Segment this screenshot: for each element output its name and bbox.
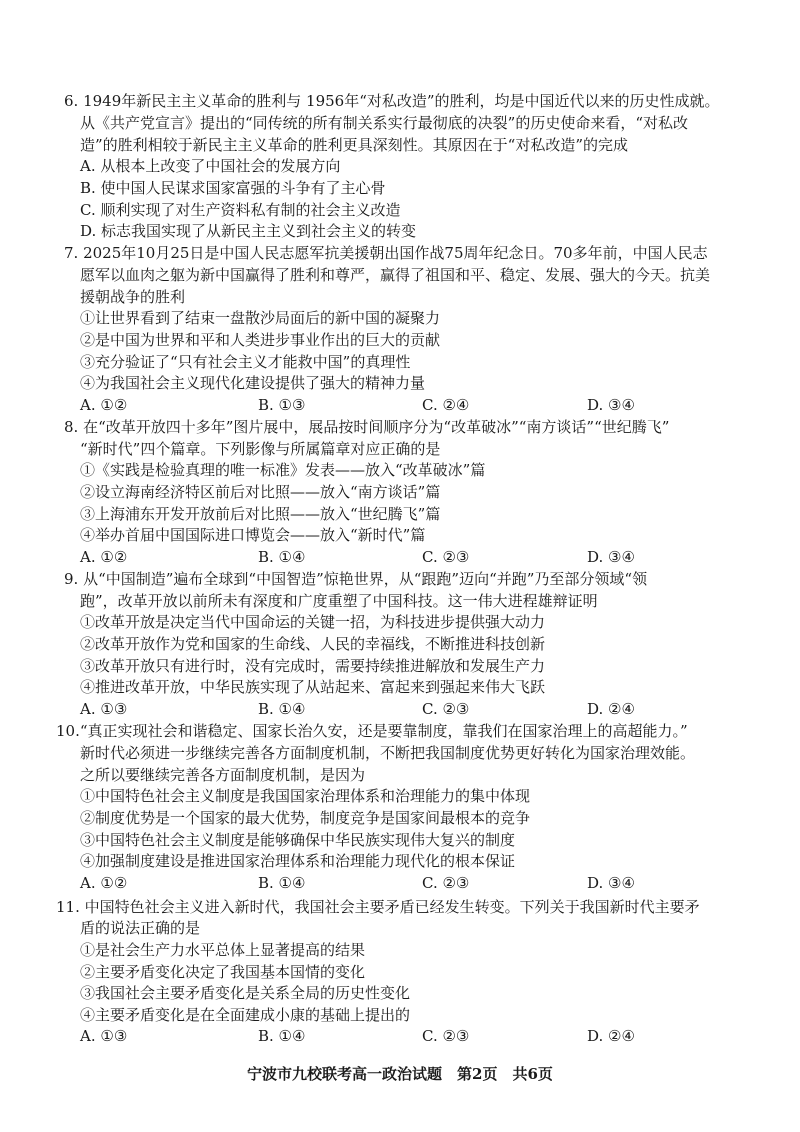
q11-option-c: C. ②③ xyxy=(422,1027,470,1045)
q9-statement-3: ③改革开放只有进行时，没有完成时，需要持续推进解放和发展生产力 xyxy=(80,657,546,675)
q9-option-d: D. ②④ xyxy=(587,700,635,718)
q10-option-b: B. ①④ xyxy=(258,874,306,892)
q8-option-b: B. ①④ xyxy=(258,548,306,566)
q6-choice-d: D. 标志我国实现了从新民主主义到社会主义的转变 xyxy=(80,222,417,240)
q11-statement-4: ④主要矛盾变化是在全面建成小康的基础上提出的 xyxy=(80,1006,411,1024)
q9-line-2: 跑”，改革开放以前所未有深度和广度重塑了中国科技。这一伟大进程雄辩证明 xyxy=(80,592,598,610)
q11-option-b: B. ①④ xyxy=(258,1027,306,1045)
q9-option-b: B. ①④ xyxy=(258,700,306,718)
q10-line-2: 新时代必须进一步继续完善各方面制度机制，不断把我国制度优势更好转化为国家治理效能。 xyxy=(80,744,696,762)
q8-options xyxy=(80,547,720,567)
q11-line-2: 盾的说法正确的是 xyxy=(80,919,201,937)
q11-option-d: D. ②④ xyxy=(587,1027,635,1045)
q7-line-2: 愿军以血肉之躯为新中国赢得了胜利和尊严，赢得了祖国和平、稳定、发展、强大的今天。抗美 xyxy=(80,266,711,284)
q9-option-a: A. ①③ xyxy=(80,700,128,718)
q10-statement-3: ③中国特色社会主义制度是能够确保中华民族实现伟大复兴的制度 xyxy=(80,831,516,849)
q9-statement-4: ④推进改革开放，中华民族实现了从站起来、富起来到强起来伟大飞跃 xyxy=(80,678,546,696)
q11-statement-1: ①是社会生产力水平总体上显著提高的结果 xyxy=(80,941,366,959)
q8-statement-1: ①《实践是检验真理的唯一标准》发表——放入“改革破冰”篇 xyxy=(80,461,486,479)
q11-option-a: A. ①③ xyxy=(80,1027,128,1045)
q7-line-3: 援朝战争的胜利 xyxy=(80,288,186,306)
page-footer: 宁波市九校联考高一政治试题 第2页 共6页 xyxy=(247,1065,553,1083)
q10-option-c: C. ②③ xyxy=(422,874,470,892)
q7-statement-1: ①让世界看到了结束一盘散沙局面后的新中国的凝聚力 xyxy=(80,309,441,327)
q7-option-a: A. ①② xyxy=(80,396,128,414)
q8-line-2: “新时代”四个篇章。下列影像与所属篇章对应正确的是 xyxy=(80,440,441,458)
q8-option-a: A. ①② xyxy=(80,548,128,566)
q10-statement-4: ④加强制度建设是推进国家治理体系和治理能力现代化的根本保证 xyxy=(80,852,516,870)
q7-statement-4: ④为我国社会主义现代化建设提供了强大的精神力量 xyxy=(80,374,426,392)
q10-options xyxy=(80,873,720,893)
q9-statement-2: ②改革开放作为党和国家的生命线、人民的幸福线，不断推进科技创新 xyxy=(80,635,546,653)
q7-option-d: D. ③④ xyxy=(587,396,635,414)
q8-option-d: D. ③④ xyxy=(587,548,635,566)
q9-line-1: 9. 从“中国制造”遍布全球到“中国智造”惊艳世界，从“跟跑”迈向“并跑”乃至部分领域“领 xyxy=(64,570,648,588)
q10-option-a: A. ①② xyxy=(80,874,128,892)
q10-option-d: D. ③④ xyxy=(587,874,635,892)
q8-line-1: 8. 在“改革开放四十多年”图片展中，展品按时间顺序分为“改革破冰”“南方谈话”“世纪腾飞” xyxy=(64,418,670,436)
q6-line-3: 造”的胜利相较于新民主主义革命的胜利更具深刻性。其原因在于“对私改造”的完成 xyxy=(80,136,629,154)
q6-choice-c: C. 顺利实现了对生产资料私有制的社会主义改造 xyxy=(80,201,401,219)
q7-statement-3: ③充分验证了“只有社会主义才能救中国”的真理性 xyxy=(80,353,411,371)
q9-option-c: C. ②③ xyxy=(422,700,470,718)
q6-choice-b: B. 使中国人民谋求国家富强的斗争有了主心骨 xyxy=(80,179,386,197)
q11-statement-2: ②主要矛盾变化决定了我国基本国情的变化 xyxy=(80,963,366,981)
q8-statement-2: ②设立海南经济特区前后对比照——放入“南方谈话”篇 xyxy=(80,483,441,501)
q10-statement-2: ②制度优势是一个国家的最大优势，制度竞争是国家间最根本的竞争 xyxy=(80,809,531,827)
q7-option-b: B. ①③ xyxy=(258,396,306,414)
q6-line-2: 从《共产党宣言》提出的“同传统的所有制关系实行最彻底的决裂”的历史使命来看，“对私改 xyxy=(80,114,689,132)
q7-line-1: 7. 2025年10月25日是中国人民志愿军抗美援朝出国作战75周年纪念日。70多年前，中国人民志 xyxy=(64,244,708,262)
q8-option-c: C. ②③ xyxy=(422,548,470,566)
q9-statement-1: ①改革开放是决定当代中国命运的关键一招，为科技进步提供强大动力 xyxy=(80,613,546,631)
q11-options xyxy=(80,1026,720,1046)
q7-statement-2: ②是中国为世界和平和人类进步事业作出的巨大的贡献 xyxy=(80,331,441,349)
q10-line-3: 之所以要继续完善各方面制度机制，是因为 xyxy=(80,766,366,784)
q10-line-1: 10.“真正实现社会和谐稳定、国家长治久安，还是要靠制度，靠我们在国家治理上的高超能力。” xyxy=(56,722,688,740)
q6-choice-a: A. 从根本上改变了中国社会的发展方向 xyxy=(80,157,341,175)
q7-option-c: C. ②④ xyxy=(422,396,470,414)
q8-statement-4: ④举办首届中国国际进口博览会——放入“新时代”篇 xyxy=(80,526,426,544)
q9-options xyxy=(80,699,720,719)
q6-line-1: 6. 1949年新民主主义革命的胜利与 1956年“对私改造”的胜利，均是中国近代以来的历史性成就。 xyxy=(64,92,720,110)
q11-statement-3: ③我国社会主要矛盾变化是关系全局的历史性变化 xyxy=(80,984,411,1002)
q11-line-1: 11. 中国特色社会主义进入新时代，我国社会主要矛盾已经发生转变。下列关于我国新时代主要矛 xyxy=(56,898,700,916)
q10-statement-1: ①中国特色社会主义制度是我国国家治理体系和治理能力的集中体现 xyxy=(80,787,531,805)
q8-statement-3: ③上海浦东开发开放前后对比照——放入“世纪腾飞”篇 xyxy=(80,505,441,523)
q7-options xyxy=(80,395,720,415)
